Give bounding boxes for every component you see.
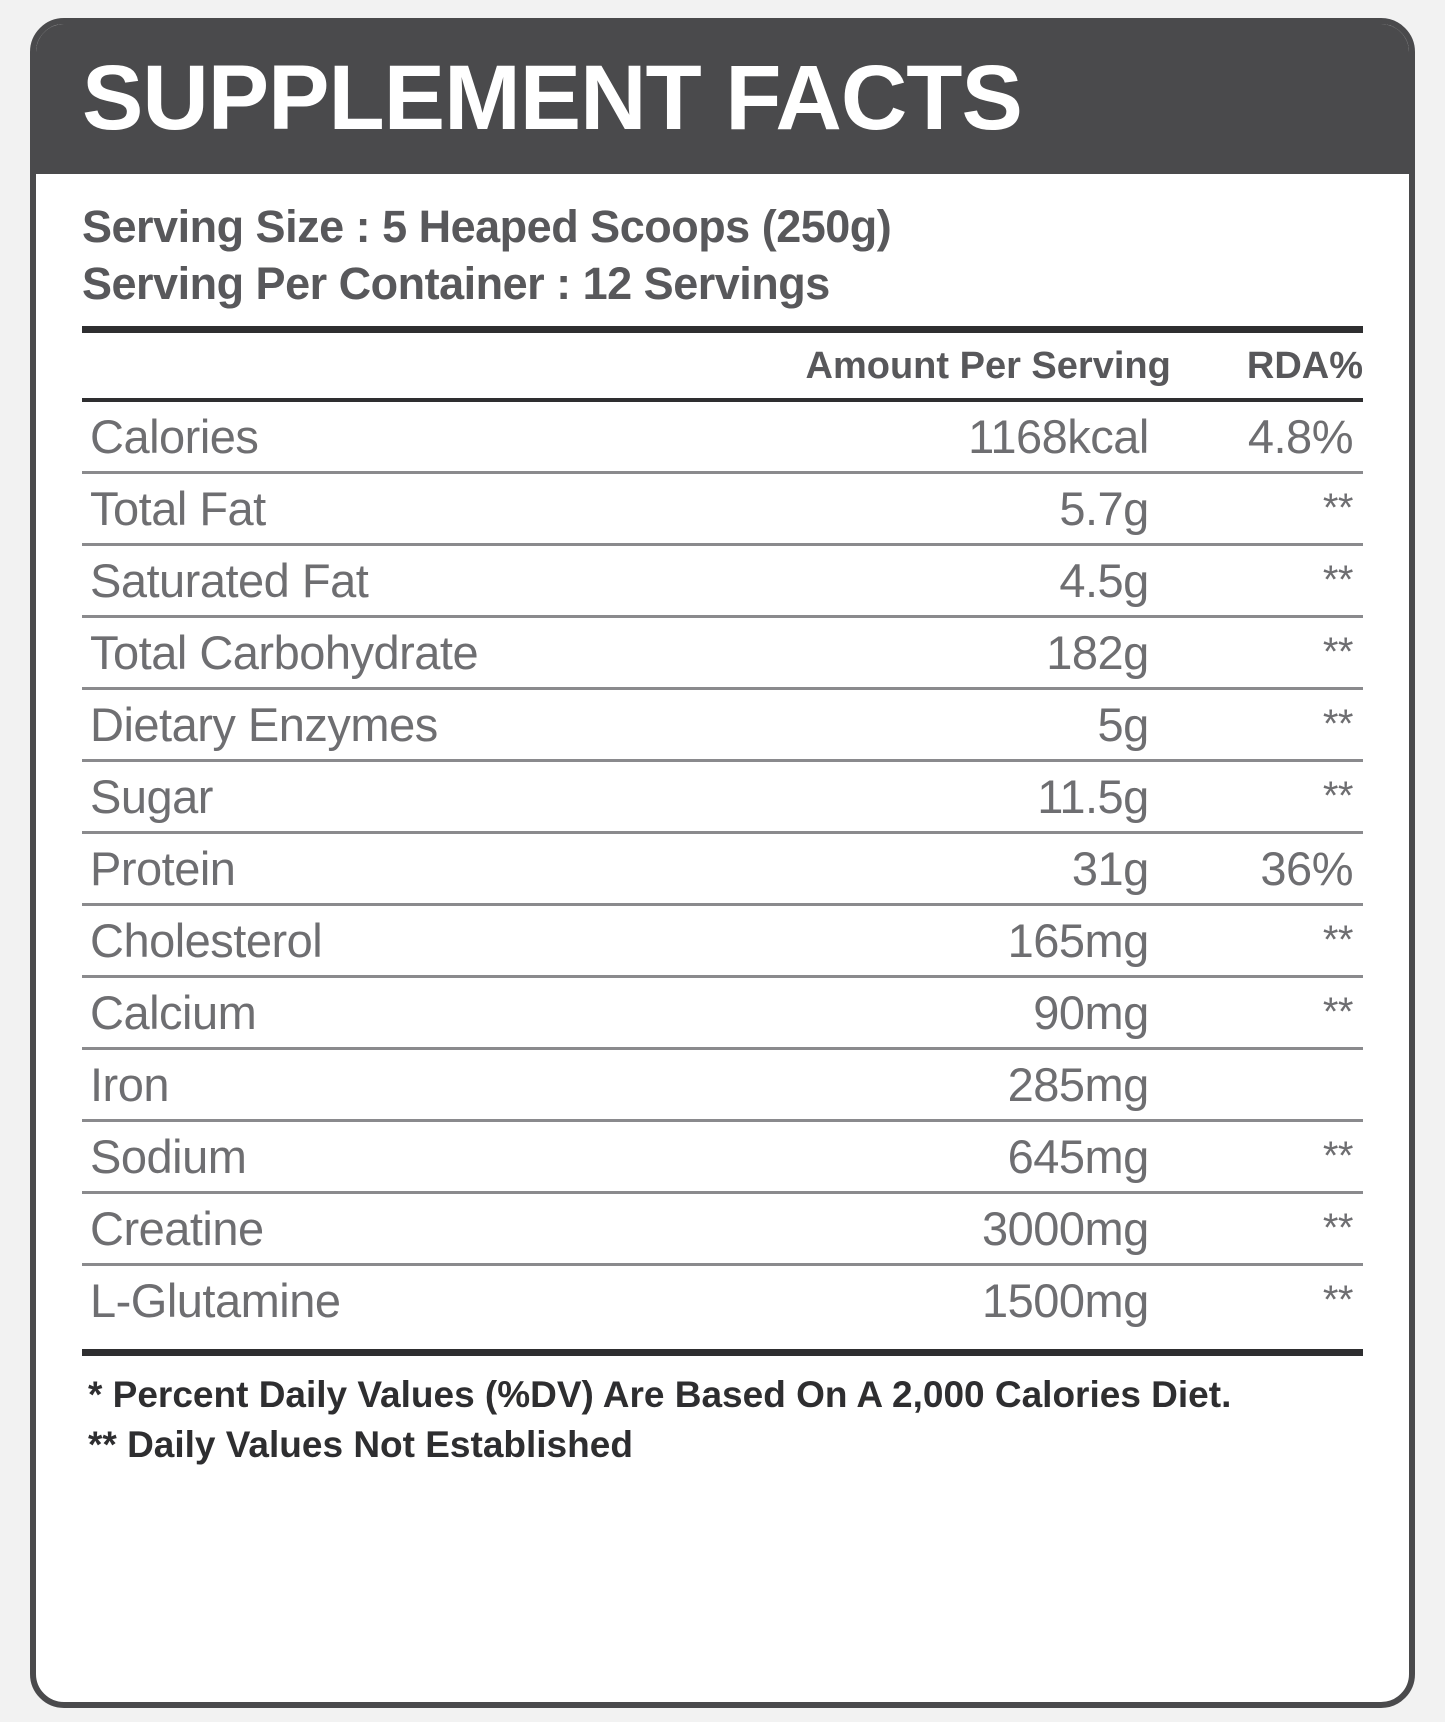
nutrient-amount: 165mg [684, 905, 1171, 977]
nutrient-amount: 11.5g [684, 761, 1171, 833]
table-row [82, 617, 1363, 689]
supplement-facts-panel [30, 18, 1415, 1708]
table-row [82, 977, 1363, 1049]
nutrient-name: Cholesterol [82, 905, 684, 977]
table-row [82, 689, 1363, 761]
nutrient-amount: 285mg [684, 1049, 1171, 1121]
nutrient-rda: ** [1171, 1193, 1363, 1265]
table-row [82, 473, 1363, 545]
nutrient-name: Total Carbohydrate [82, 617, 684, 689]
table-row [82, 905, 1363, 977]
nutrient-rda: ** [1171, 473, 1363, 545]
table-row [82, 1265, 1363, 1336]
table-row [82, 545, 1363, 617]
label-body [36, 176, 1409, 1702]
nutrient-rda: ** [1171, 1121, 1363, 1193]
nutrient-amount: 90mg [684, 977, 1171, 1049]
table-row [82, 1193, 1363, 1265]
nutrient-rda: ** [1171, 1265, 1363, 1336]
table-row [82, 1049, 1363, 1121]
nutrient-name: L-Glutamine [82, 1265, 684, 1336]
nutrient-amount: 5g [684, 689, 1171, 761]
nutrient-rda: ** [1171, 761, 1363, 833]
nutrient-name: Total Fat [82, 473, 684, 545]
nutrient-amount: 4.5g [684, 545, 1171, 617]
nutrient-name: Sugar [82, 761, 684, 833]
nutrient-amount: 645mg [684, 1121, 1171, 1193]
nutrient-rda [1171, 1049, 1363, 1121]
nutrient-amount: 31g [684, 833, 1171, 905]
nutrient-name: Sodium [82, 1121, 684, 1193]
nutrient-amount: 182g [684, 617, 1171, 689]
nutrient-name: Dietary Enzymes [82, 689, 684, 761]
nutrient-name: Saturated Fat [82, 545, 684, 617]
nutrition-rows [82, 402, 1363, 1335]
nutrient-name: Creatine [82, 1193, 684, 1265]
footnote-daily-values: * Percent Daily Values (%DV) Are Based On A 2,000 Calories Diet. [88, 1374, 1232, 1415]
nutrient-rda: ** [1171, 905, 1363, 977]
nutrient-name: Protein [82, 833, 684, 905]
nutrient-rda: ** [1171, 617, 1363, 689]
serving-per-container-text: Serving Per Container : 12 Servings [82, 258, 830, 309]
nutrition-table [82, 333, 1363, 398]
table-row [82, 402, 1363, 473]
divider-bottom [82, 1349, 1363, 1356]
divider-top [82, 326, 1363, 333]
nutrient-amount: 5.7g [684, 473, 1171, 545]
nutrient-amount: 1500mg [684, 1265, 1171, 1336]
table-row [82, 761, 1363, 833]
column-header-amount: Amount Per Serving [805, 345, 1171, 387]
nutrient-amount: 1168kcal [968, 410, 1149, 463]
serving-size-text: Serving Size : 5 Heaped Scoops (250g) [82, 201, 892, 252]
nutrient-amount: 3000mg [684, 1193, 1171, 1265]
nutrient-name: Calcium [82, 977, 684, 1049]
footnotes [82, 1370, 1363, 1470]
nutrient-name: Calories [90, 410, 259, 463]
nutrient-rda: 4.8% [1247, 410, 1353, 463]
column-header-rda: RDA% [1246, 345, 1363, 387]
nutrient-rda: 36% [1171, 833, 1363, 905]
nutrient-rda: ** [1171, 545, 1363, 617]
label-header [34, 22, 1411, 174]
nutrient-rda: ** [1171, 689, 1363, 761]
table-row [82, 833, 1363, 905]
table-row [82, 1121, 1363, 1193]
nutrient-rda: ** [1171, 977, 1363, 1049]
page-title: SUPPLEMENT FACTS [82, 47, 1022, 149]
footnote-not-established: ** Daily Values Not Established [88, 1424, 633, 1465]
table-header-row [82, 333, 1363, 398]
column-header-nutrient [82, 333, 684, 398]
nutrient-name: Iron [82, 1049, 684, 1121]
